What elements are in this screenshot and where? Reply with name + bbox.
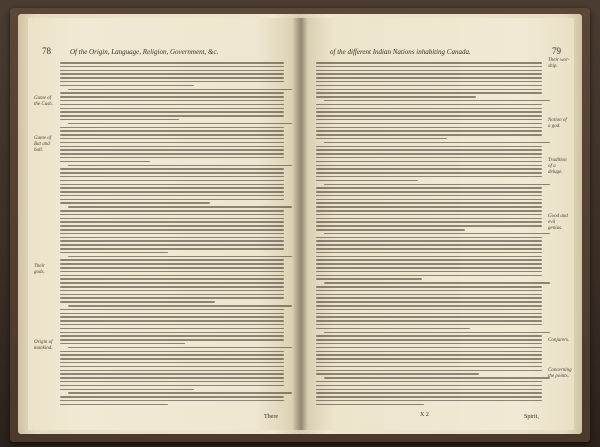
text-line [60,362,284,364]
text-line [316,130,542,132]
text-line [60,400,284,402]
text-line [316,392,542,394]
margin-note-left-4: Origin of mankind. [34,340,53,351]
text-line [316,127,542,129]
text-line [324,377,550,379]
text-line [60,343,185,345]
text-line [316,153,542,155]
text-line [60,168,284,170]
text-line [316,309,542,311]
signature-mark: X 2 [420,412,429,418]
text-line [316,404,424,406]
text-line [316,339,542,341]
text-line [316,218,542,220]
text-line [60,237,284,239]
text-line [316,191,542,193]
text-line [60,354,284,356]
text-line [316,165,542,167]
text-line [316,111,542,113]
text-line [60,259,284,261]
text-line [60,70,284,72]
text-line [316,62,542,64]
text-line [60,309,284,311]
text-line [316,108,542,110]
text-line [316,354,542,356]
margin-note-right-2: Notion of a god. [548,118,567,129]
text-line [316,271,542,273]
text-line [68,206,292,208]
margin-note-right-5: Conjurers. [548,338,570,343]
text-line [316,294,542,296]
text-line [316,244,542,246]
text-line [60,335,284,337]
margin-note-left-1: Game of the Cush. [34,96,53,107]
text-line [316,335,542,337]
text-line [316,96,476,98]
text-line [60,153,284,155]
text-line [60,161,150,163]
left-running-head: Of the Origin, Language, Religion, Government, &c. [70,48,219,56]
text-line [316,195,542,197]
text-line [68,89,292,91]
text-line [324,184,550,186]
text-line [60,149,284,151]
text-line [60,77,284,79]
text-line [60,301,215,303]
text-line [60,313,284,315]
right-catchword: Spirit, [524,414,539,420]
text-line [316,320,542,322]
text-line [316,278,422,280]
text-line [60,282,284,284]
text-line [60,271,284,273]
text-line [60,85,194,87]
text-line [316,252,542,254]
text-line [60,218,284,220]
text-line [316,313,542,315]
text-line [60,297,284,299]
text-line [60,134,284,136]
text-line [60,81,284,83]
text-line [316,343,542,345]
text-line [60,104,284,106]
text-line [60,263,284,265]
text-line [60,66,284,68]
text-line [316,221,542,223]
text-line [60,138,284,140]
margin-note-left-3: Their gods. [34,264,45,275]
text-line [60,184,284,186]
text-line [316,286,542,288]
text-line [60,324,284,326]
text-line [316,180,418,182]
text-line [60,146,284,148]
text-line [60,339,284,341]
book-gutter [292,18,308,430]
text-line [316,385,542,387]
text-line [316,267,542,269]
text-line [316,275,542,277]
text-line [316,328,470,330]
text-line [60,73,284,75]
text-line [60,225,284,227]
text-line [60,248,284,250]
margin-note-left-2: Game of Bat and ball. [34,136,52,153]
text-line [324,100,550,102]
text-line [316,324,542,326]
text-line [316,347,542,349]
text-line [316,225,542,227]
text-line [60,172,284,174]
text-line [60,229,284,231]
text-line [316,202,542,204]
text-line [316,138,447,140]
text-line [316,168,542,170]
text-line [68,392,292,394]
text-line [60,396,284,398]
text-line [60,127,284,129]
text-line [60,358,284,360]
text-line [316,161,542,163]
text-line [60,404,168,406]
text-line [316,81,542,83]
text-line [60,316,284,318]
text-line [60,252,168,254]
text-line [316,400,542,402]
text-line [316,263,542,265]
text-line [316,210,542,212]
text-line [316,229,465,231]
margin-note-right-4: Good and evil genius. [548,214,568,231]
text-line [316,256,542,258]
text-line [60,92,284,94]
text-line [316,358,542,360]
text-line [316,115,542,117]
text-line [316,240,542,242]
text-line [60,267,284,269]
text-line [68,123,292,125]
text-line [316,381,542,383]
text-line [316,89,542,91]
text-line [60,244,284,246]
margin-note-right-3: Tradition of a deluge. [548,158,567,175]
text-line [324,332,550,334]
text-line [316,176,542,178]
text-line [60,130,284,132]
text-line [316,248,542,250]
text-line [60,96,284,98]
text-line [68,165,292,167]
text-line [60,199,284,201]
text-line [60,385,284,387]
text-line [60,373,284,375]
text-line [60,370,284,372]
text-line [316,77,542,79]
text-line [316,172,542,174]
text-line [316,66,542,68]
text-line [316,70,542,72]
text-line [316,134,542,136]
text-line [60,328,284,330]
right-body-text [316,62,542,408]
text-line [316,373,479,375]
text-line [316,389,542,391]
text-line [324,233,550,235]
text-line [316,351,542,353]
text-line [60,62,284,64]
right-page [302,18,574,430]
text-line [316,290,542,292]
text-line [316,187,542,189]
margin-note-right-1: Their wor-ship. [548,58,570,69]
right-running-head: of the different Indian Nations inhabiting Canada. [330,48,471,56]
text-line [68,347,292,349]
text-line [60,202,210,204]
text-line [316,301,542,303]
text-line [60,381,284,383]
text-line [60,275,284,277]
text-line [316,259,542,261]
text-line [60,115,284,117]
text-line [316,362,542,364]
text-line [316,297,542,299]
text-line [60,142,284,144]
text-line [60,214,284,216]
text-line [316,316,542,318]
text-line [60,100,284,102]
text-line [60,294,284,296]
text-line [60,290,284,292]
text-line [316,199,542,201]
text-line [60,187,284,189]
text-line [316,73,542,75]
text-line [60,286,284,288]
text-line [316,366,542,368]
text-line [60,377,284,379]
text-line [60,389,194,391]
text-line [60,210,284,212]
text-line [316,370,542,372]
text-line [60,119,179,121]
left-catchword: There [264,414,278,420]
text-line [324,282,550,284]
text-line [316,146,542,148]
text-line [316,214,542,216]
text-line [316,119,542,121]
text-line [60,111,284,113]
text-line [60,320,284,322]
text-line [60,366,284,368]
text-line [316,206,542,208]
text-line [60,351,284,353]
text-line [60,195,284,197]
text-line [316,123,542,125]
text-line [60,240,284,242]
text-line [316,396,542,398]
text-line [60,108,284,110]
text-line [316,149,542,151]
text-line [316,104,542,106]
text-line [60,191,284,193]
text-line [60,180,284,182]
text-line [316,157,542,159]
text-line [324,142,550,144]
left-body-text [60,62,284,408]
text-line [60,233,284,235]
text-line [60,332,284,334]
text-line [316,305,542,307]
text-line [316,237,542,239]
text-line [60,278,284,280]
left-page-number: 78 [42,46,51,56]
right-page-number: 79 [552,46,561,56]
text-line [68,305,292,307]
text-line [316,85,542,87]
text-line [60,157,284,159]
left-page [28,18,298,430]
margin-note-right-6: Concerning the points. [548,368,572,379]
text-line [60,221,284,223]
text-line [316,92,542,94]
text-line [60,176,284,178]
text-line [68,256,292,258]
